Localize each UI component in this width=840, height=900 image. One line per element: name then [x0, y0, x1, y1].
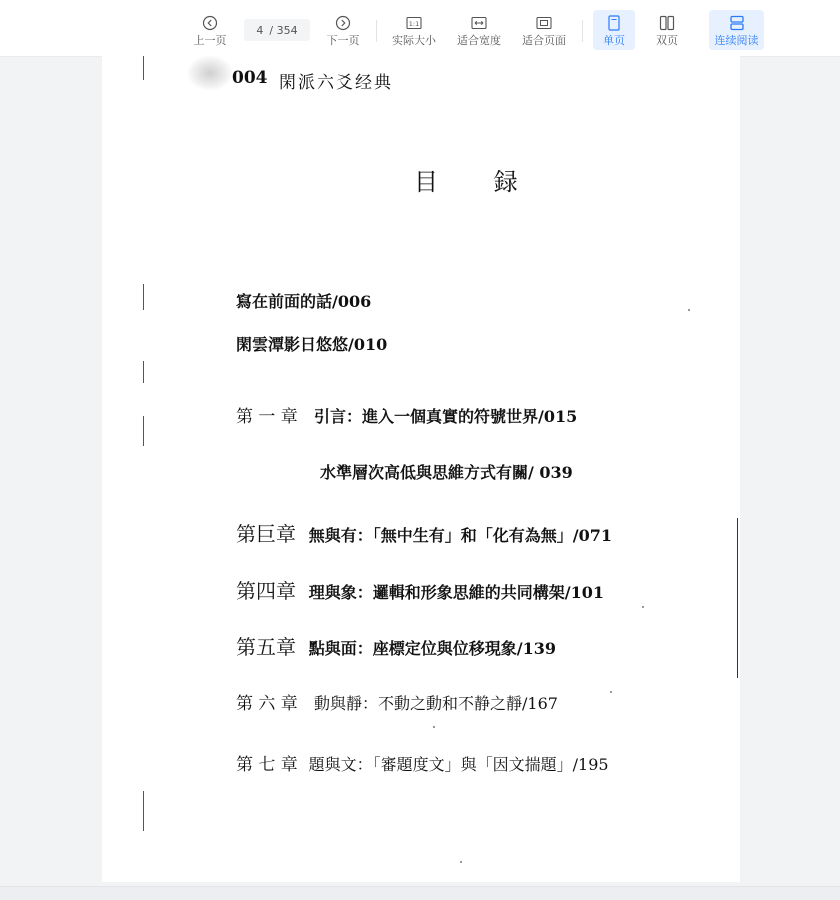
chapter-label: 第四章 — [236, 579, 296, 603]
chapter-label: 第 一 章 — [236, 407, 298, 427]
next-page-button[interactable] — [323, 10, 363, 50]
bottom-scroll-area — [0, 886, 840, 900]
toc-chapter-1-sub[interactable] — [320, 460, 573, 483]
scan-speck — [460, 861, 462, 863]
toolbar-divider — [376, 20, 377, 42]
single-page-icon — [605, 14, 623, 32]
toc-title: 目 録 — [414, 168, 542, 196]
prev-page-button[interactable] — [190, 10, 230, 50]
scan-line — [143, 416, 144, 446]
toc-chapter-5[interactable] — [236, 631, 556, 660]
continuous-reading-button[interactable] — [709, 10, 764, 50]
page-number-input[interactable] — [244, 19, 310, 41]
toc-chapter-7[interactable] — [236, 750, 609, 775]
viewer-toolbar — [0, 0, 840, 57]
scan-speck — [642, 606, 644, 608]
toolbar-divider — [582, 20, 583, 42]
scan-speck — [433, 726, 435, 728]
scan-line — [143, 284, 144, 310]
chapter-title: 水準層次高低與思維方式有關/ 039 — [320, 463, 573, 482]
stamp-mark — [188, 56, 232, 90]
chapter-title: 引言：進入一個真實的符號世界/015 — [314, 407, 578, 426]
chapter-label: 第 七 章 — [236, 755, 298, 775]
scan-speck — [610, 691, 612, 693]
page-header-number: 004 — [232, 68, 268, 88]
prev-page-label: 上一页 — [193, 34, 227, 47]
actual-size-label: 实际大小 — [392, 34, 436, 47]
chapter-label: 第 六 章 — [236, 694, 298, 714]
chevron-right-circle-icon — [334, 14, 352, 32]
fit-width-icon — [470, 14, 488, 32]
chapter-title: 動與靜：不動之動和不静之靜/167 — [314, 694, 558, 713]
chapter-title: 理與象：邏輯和形象思維的共同構架/101 — [308, 583, 604, 602]
page-header-title: 閑派六爻经典 — [279, 73, 393, 93]
continuous-reading-icon — [728, 14, 746, 32]
fit-width-button[interactable] — [454, 10, 504, 50]
toc-chapter-3[interactable] — [236, 518, 612, 547]
chevron-left-circle-icon — [201, 14, 219, 32]
scan-line — [143, 791, 144, 831]
actual-size-button[interactable] — [389, 10, 439, 50]
toc-chapter-6[interactable] — [236, 689, 558, 714]
fit-page-button[interactable] — [519, 10, 569, 50]
double-page-button[interactable] — [646, 10, 688, 50]
scan-line — [143, 56, 144, 80]
total-pages: / 354 — [269, 23, 298, 37]
scan-line — [143, 361, 144, 383]
toc-entry-intro[interactable]: 閑雲潭影日悠悠/010 — [236, 335, 388, 354]
chapter-title: 題與文：「審題度文」與「因文揣題」/195 — [308, 755, 609, 774]
continuous-reading-label: 连续阅读 — [714, 34, 759, 47]
svg-text:1:1: 1:1 — [408, 20, 420, 28]
single-page-label: 单页 — [603, 34, 625, 47]
toc-entry-preface[interactable]: 寫在前面的話/006 — [236, 292, 372, 311]
scan-speck — [688, 309, 690, 311]
chapter-label: 第五章 — [236, 635, 296, 659]
scan-line — [737, 518, 738, 678]
chapter-title: 點與面：座標定位與位移現象/139 — [308, 639, 556, 658]
document-page — [102, 56, 740, 882]
current-page: 4 — [256, 23, 264, 37]
actual-size-icon — [405, 14, 423, 32]
chapter-label: 第巨章 — [236, 522, 296, 546]
toc-chapter-1[interactable] — [236, 402, 577, 427]
chapter-title: 無與有：「無中生有」和「化有為無」/071 — [308, 526, 612, 545]
single-page-button[interactable] — [593, 10, 635, 50]
toc-chapter-4[interactable] — [236, 575, 604, 604]
fit-page-icon — [535, 14, 553, 32]
next-page-label: 下一页 — [326, 34, 360, 47]
fit-page-label: 适合页面 — [522, 34, 566, 47]
fit-width-label: 适合宽度 — [457, 34, 501, 47]
double-page-label: 双页 — [656, 34, 678, 47]
double-page-icon — [658, 14, 676, 32]
